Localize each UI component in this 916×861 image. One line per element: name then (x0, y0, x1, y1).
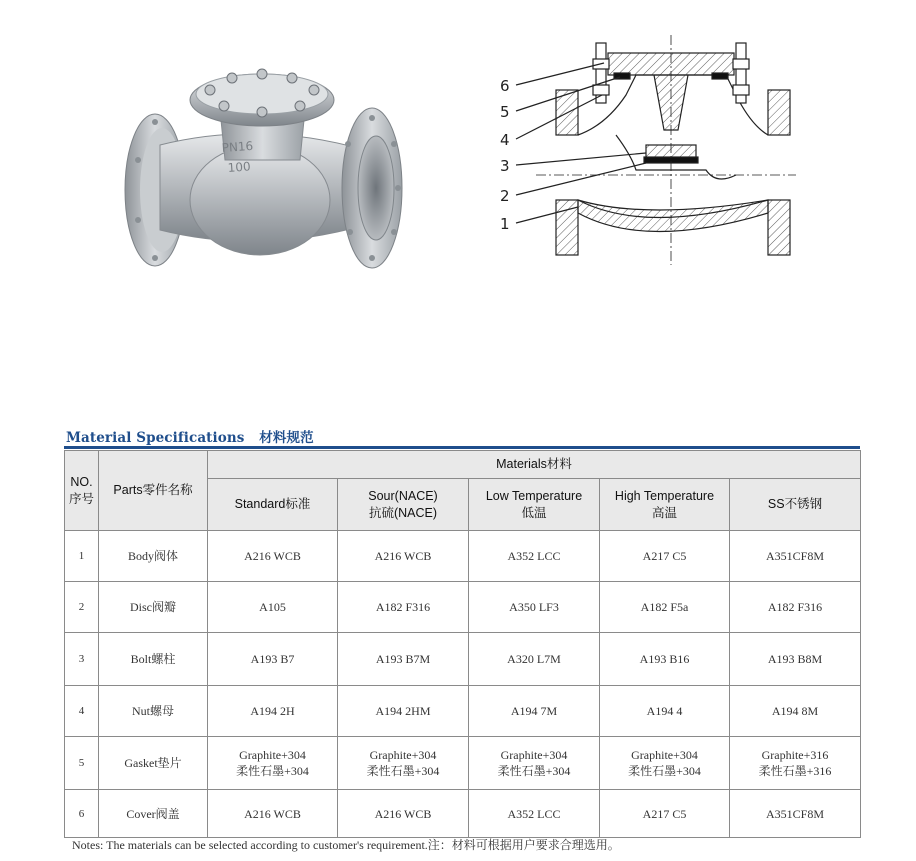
header-sour: Sour(NACE) 抗硫(NACE) (338, 479, 469, 531)
body-marking-pressure: PN16 (221, 138, 254, 155)
valve-section-drawing (496, 35, 806, 265)
table-cell: Graphite+316 柔性石墨+316 (730, 737, 861, 790)
row-no: 3 (65, 633, 99, 686)
table-cell: A193 B7M (338, 633, 469, 686)
body-marking-size: 100 (227, 159, 252, 175)
table-cell: A194 8M (730, 686, 861, 737)
table-cell: A217 C5 (600, 531, 730, 582)
table-cell: A352 LCC (469, 531, 600, 582)
table-cell: A194 2H (208, 686, 338, 737)
section-title (66, 426, 314, 446)
table-cell: A352 LCC (469, 790, 600, 838)
table-cell: A216 WCB (338, 531, 469, 582)
table-cell: Graphite+304 柔性石墨+304 (600, 737, 730, 790)
valve-illustration (110, 40, 420, 280)
header-parts: Parts零件名称 (99, 451, 208, 531)
table-cell: Graphite+304 柔性石墨+304 (469, 737, 600, 790)
table-row (65, 582, 861, 633)
table-row (65, 633, 861, 686)
row-no: 6 (65, 790, 99, 838)
section-diagram (496, 35, 806, 265)
callout-5: 5 (500, 103, 510, 121)
table-cell: A194 7M (469, 686, 600, 737)
row-part: Cover阀盖 (99, 790, 208, 838)
row-no: 2 (65, 582, 99, 633)
table-cell: A182 F316 (338, 582, 469, 633)
valve-photo (110, 40, 420, 280)
table-cell: A320 L7M (469, 633, 600, 686)
row-no: 1 (65, 531, 99, 582)
callout-2: 2 (500, 187, 510, 205)
callout-6: 6 (500, 77, 510, 95)
table-row (65, 531, 861, 582)
table-cell: A350 LF3 (469, 582, 600, 633)
row-no: 5 (65, 737, 99, 790)
row-no: 4 (65, 686, 99, 737)
table-cell: Graphite+304 柔性石墨+304 (338, 737, 469, 790)
table-cell: A193 B7 (208, 633, 338, 686)
row-part: Body阀体 (99, 531, 208, 582)
section-title-en: Material Specifications (66, 430, 245, 446)
header-materials: Materials材料 (208, 451, 861, 479)
row-part: Disc阀瓣 (99, 582, 208, 633)
header-standard: Standard标准 (208, 479, 338, 531)
table-cell: A216 WCB (208, 531, 338, 582)
header-high-temp: High Temperature 高温 (600, 479, 730, 531)
table-cell: A182 F5a (600, 582, 730, 633)
table-cell: A351CF8M (730, 790, 861, 838)
table-cell: A194 2HM (338, 686, 469, 737)
section-title-cn: 材料规范 (259, 430, 314, 446)
table-cell: A182 F316 (730, 582, 861, 633)
table-cell: A217 C5 (600, 790, 730, 838)
notes: Notes: The materials can be selected according to customer's requirement.注：材料可根据用户要求合理选用。 (72, 838, 620, 852)
table-cell: A193 B8M (730, 633, 861, 686)
table-cell: A105 (208, 582, 338, 633)
title-rule (64, 446, 860, 449)
header-ss: SS不锈钢 (730, 479, 861, 531)
material-spec-table (64, 450, 861, 838)
callout-4: 4 (500, 131, 510, 149)
table-cell: A216 WCB (338, 790, 469, 838)
table-cell: A194 4 (600, 686, 730, 737)
header-low-temp: Low Temperature 低温 (469, 479, 600, 531)
table-cell: A193 B16 (600, 633, 730, 686)
row-part: Gasket垫片 (99, 737, 208, 790)
table-cell: A216 WCB (208, 790, 338, 838)
table-cell: A351CF8M (730, 531, 861, 582)
row-part: Nut螺母 (99, 686, 208, 737)
table-cell: Graphite+304 柔性石墨+304 (208, 737, 338, 790)
callout-1: 1 (500, 215, 510, 233)
table-row (65, 790, 861, 838)
table-row (65, 737, 861, 790)
header-no: NO. 序号 (65, 451, 99, 531)
callout-3: 3 (500, 157, 510, 175)
row-part: Bolt螺柱 (99, 633, 208, 686)
table-row (65, 686, 861, 737)
